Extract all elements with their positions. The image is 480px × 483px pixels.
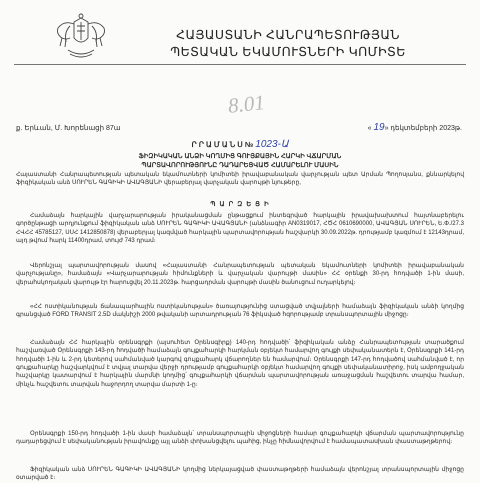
address-line: ք. Երևան, Մ. Խորենացի 87ա — [16, 125, 121, 132]
body-paragraph: Ֆիզիկական անձ ՍՈՒՐԵՆ ԳԱԳԻԿԻ ԱՎԱԳՅԱՆԻ կողմից ներկայացված փաստաթղթերի համաձայն վերոնշյալ տրանսպորտային միջոցը օտարված է։ — [16, 467, 464, 482]
section-heading: Պ Ա Ր Զ Ե Ց Ի — [210, 201, 270, 208]
header-line-committee: ՊԵՏԱԿԱՆ ԵԿԱՄՈՒՏՆԵՐԻ ԿՈՄԻՏԵ — [170, 45, 406, 59]
body-paragraph: Համաձայն ՀՀ հարկային օրենսգրքի (այսուհետ Օրենսգիրք) 140-րդ հոդվածի՝ ֆիզիկական անձը Հանրապետության տարածքում հաշվառված Օրենսգրքի 143-րդ հոդվածի համաձայն գույքահարկի հարկման օբյեկտ համարվող գույքի սեփականատերն է, Օրենսգրքի 141-րդ հոդվածի 1-ին և 2-րդ կետերով սահմանված կարգով գույքահարկ վճարողներ են համարվում։ Օրենսգրքի 147-րդ հոդվածով սահմանված է, որ գույքահարկը հաշվարկվում է տվյալ տարվա վերջի դրությամբ գույքահարկի օբյեկտ համարվող գույքի սեփականատիրոջ, իսկ ամբողջական հաշվարկը կատարվում է հարկային մարմնի կողմից՝ գույքահարկի վճարման պարտավորության առաջացման հաշվետու տարվա համար, մինչև հաշվետու տարվան հաջորդող տարվա մարտի 1-ը։ — [16, 340, 464, 388]
date-day: 19 — [373, 122, 385, 133]
body-paragraph: «ՀՀ ոստիկանության ճանապարհային ոստիկանության» ծառայությունից ստացված տվյալների համաձայն ֆիզիկական անձի կողմից գրանցված FORD TRANSIT 2.5D մակնիշի 2000 թվականի արտադրության 76 ֆիկսված հզորությամբ տրանսպորտային միջոցը։ — [16, 304, 464, 319]
intro-paragraph: Հայաստանի Հանրապետության պետական եկամուտների կոմիտեի իրավաբանական վարչության պետ Արման Պողոսյանս, քննարկելով ֆիզիկական անձ ՍՈՒՐԵՆ ԳԱԳԻԿԻ ԱՎԱԳՅԱՆԻ վերաբերյալ վարչական վարույթի նյութերը, — [16, 172, 464, 187]
header-divider — [14, 64, 466, 65]
order-number: 1023-Ա — [255, 139, 289, 150]
handwritten-note: 8.01 — [226, 90, 266, 118]
order-number-line — [0, 139, 480, 150]
date-line: « 19» դեկտեմբերի 2023թ. — [367, 122, 462, 133]
order-title-line-1: ՖԻԶԻԿԱԿԱՆ ԱՆՁԻ ԿՈՂՄԻՑ ԳՈՒՅՔԱՅԻՆ ՀԱՐԿԻ ՎՃԱՐՄԱՆ — [138, 153, 342, 160]
order-label: Ր Ր Ա Մ Ա Ն Ս № — [191, 140, 254, 149]
date-rest: » դեկտեմբերի 2023թ. — [384, 125, 462, 132]
body-paragraph: Օրենսգրքի 150-րդ հոդվածի 1-ին մասի համաձայն՝ տրանսպորտային միջոցների համար գույքահարկի վճարման պարտավորությունը դադարեցվում է սեփականության իրավունքը այլ անձի փոխանցվելու պահից, ինչը հիմնավորվում է համապատասխան փաստաթղթերով։ — [16, 431, 464, 446]
body-paragraph: Վերոնշյալ պարտավորության մասով «Հայաստանի Հանրապետության պետական եկամուտների կոմիտեի իրավաբանական վարչությանը», համաձայն «Վարչարարության հիմունքների և վարչական վարույթի մասին» ՀՀ օրենքի 30-րդ հոդվածի 1-ին մասի, վերահսկողական վարույթ էր հարուցվել 20.11.2023թ. հարցադրման վարույթի մասին ծանուցում ուղարկելով։ — [16, 263, 464, 286]
order-title-line-2: ՊԱՐՏԱՎՈՐՈՒԹՅՈՒՆԸ ԴԱԴԱՐԵՑՎԱԾ ՀԱՄԱՐԵԼՈՒ ՄԱՍԻՆ — [141, 162, 339, 169]
coat-of-arms-emblem — [50, 12, 112, 64]
header-line-country: ՀԱՅԱՍՏԱՆԻ ՀԱՆՐԱՊԵՏՈՒԹՅԱՆ — [176, 28, 400, 42]
body-paragraph: Համաձայն հարկային վարչարարության իրականացման ընթացքում ինտեգրված հարկային իրավախախտում հայտնաբերելու գործընթացի արդյունքում ֆիզիկական անձ ՍՈՒՐԵՆ ԳԱԳԻԿԻ ԱՎԱԳՅԱՆԻ (անձնագիր AN0319017, ՀԾՀ 0610690000, ԱՎԱԳՅԱՆ ՍՈՒՐԵՆ, Ե.Փ./27.3 ՀՎՀՀ 45785127, ՍՍՀ 1412850878) վերաբերյալ կազմված հարկային պարտավորության հաշվարկի 30.09.2022թ. դրությամբ կազմում է 12143դրամ, այդ թվում հարկ 11400դրամ, տույժ 743 դրամ։ — [16, 213, 464, 245]
